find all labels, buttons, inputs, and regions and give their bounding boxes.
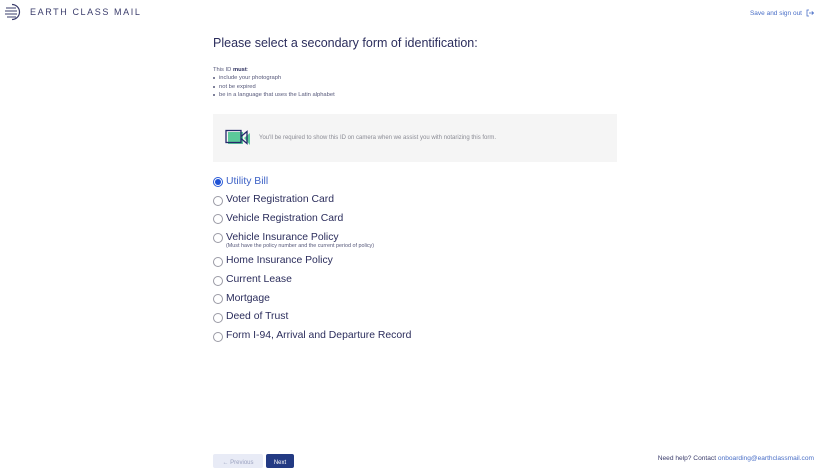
previous-button[interactable]: ← Previous bbox=[213, 454, 263, 468]
radio-button[interactable] bbox=[213, 196, 223, 206]
video-camera-icon bbox=[225, 129, 251, 147]
globe-lines-icon bbox=[4, 3, 24, 21]
option-vehicle-registration-card[interactable] bbox=[213, 212, 617, 225]
requirement-item: not be expired bbox=[213, 83, 617, 92]
page-title: Please select a secondary form of identification: bbox=[213, 36, 478, 50]
option-utility-bill[interactable] bbox=[213, 175, 617, 188]
signout-label: Save and sign out bbox=[749, 9, 802, 17]
save-and-sign-out-link[interactable] bbox=[750, 9, 814, 17]
requirement-item: be in a language that uses the Latin alphabet bbox=[213, 91, 617, 100]
radio-button[interactable] bbox=[213, 257, 223, 267]
radio-button[interactable] bbox=[213, 233, 223, 243]
option-label: Vehicle Insurance Policy bbox=[226, 231, 339, 243]
camera-notice-text: You'll be required to show this ID on camera when we assist you with notarizing this form. bbox=[259, 134, 497, 141]
id-selection-form bbox=[213, 36, 617, 348]
brand-logo[interactable] bbox=[4, 3, 141, 21]
camera-notice bbox=[213, 114, 617, 162]
brand-name: EARTH CLASS MAIL bbox=[30, 7, 142, 17]
option-label: Utility Bill bbox=[226, 175, 269, 187]
requirements-list bbox=[213, 74, 617, 100]
option-form-i-94[interactable] bbox=[213, 329, 617, 342]
radio-button[interactable] bbox=[213, 294, 223, 304]
id-options-radio-group bbox=[213, 175, 617, 343]
option-deed-of-trust[interactable] bbox=[213, 310, 617, 323]
option-label: Mortgage bbox=[226, 292, 270, 304]
support-email-link[interactable]: onboarding@earthclassmail.com bbox=[717, 455, 814, 462]
radio-button[interactable] bbox=[213, 332, 223, 342]
radio-button[interactable] bbox=[213, 313, 223, 323]
option-label: Deed of Trust bbox=[226, 311, 289, 323]
option-label: Form I-94, Arrival and Departure Record bbox=[226, 330, 412, 342]
radio-button[interactable] bbox=[213, 276, 223, 286]
radio-button[interactable] bbox=[213, 214, 223, 224]
option-mortgage[interactable] bbox=[213, 292, 617, 305]
option-label: Voter Registration Card bbox=[226, 194, 335, 206]
requirement-item: include your photograph bbox=[213, 74, 617, 83]
help-text: Need help? Contact onboarding@earthclassmail.com bbox=[657, 455, 814, 462]
option-vehicle-insurance-policy[interactable] bbox=[213, 231, 617, 249]
option-voter-registration-card[interactable] bbox=[213, 193, 617, 206]
sign-out-icon bbox=[806, 9, 814, 17]
requirements-intro: This ID must: bbox=[213, 67, 249, 73]
option-label: Current Lease bbox=[226, 274, 292, 286]
radio-button[interactable] bbox=[213, 177, 223, 187]
next-button[interactable]: Next bbox=[266, 454, 294, 468]
option-current-lease[interactable] bbox=[213, 273, 617, 286]
option-note: (Must have the policy number and the current period of policy) bbox=[226, 243, 375, 250]
option-label: Home Insurance Policy bbox=[226, 255, 333, 267]
option-home-insurance-policy[interactable] bbox=[213, 254, 617, 267]
header bbox=[0, 0, 828, 26]
option-label: Vehicle Registration Card bbox=[226, 212, 344, 224]
